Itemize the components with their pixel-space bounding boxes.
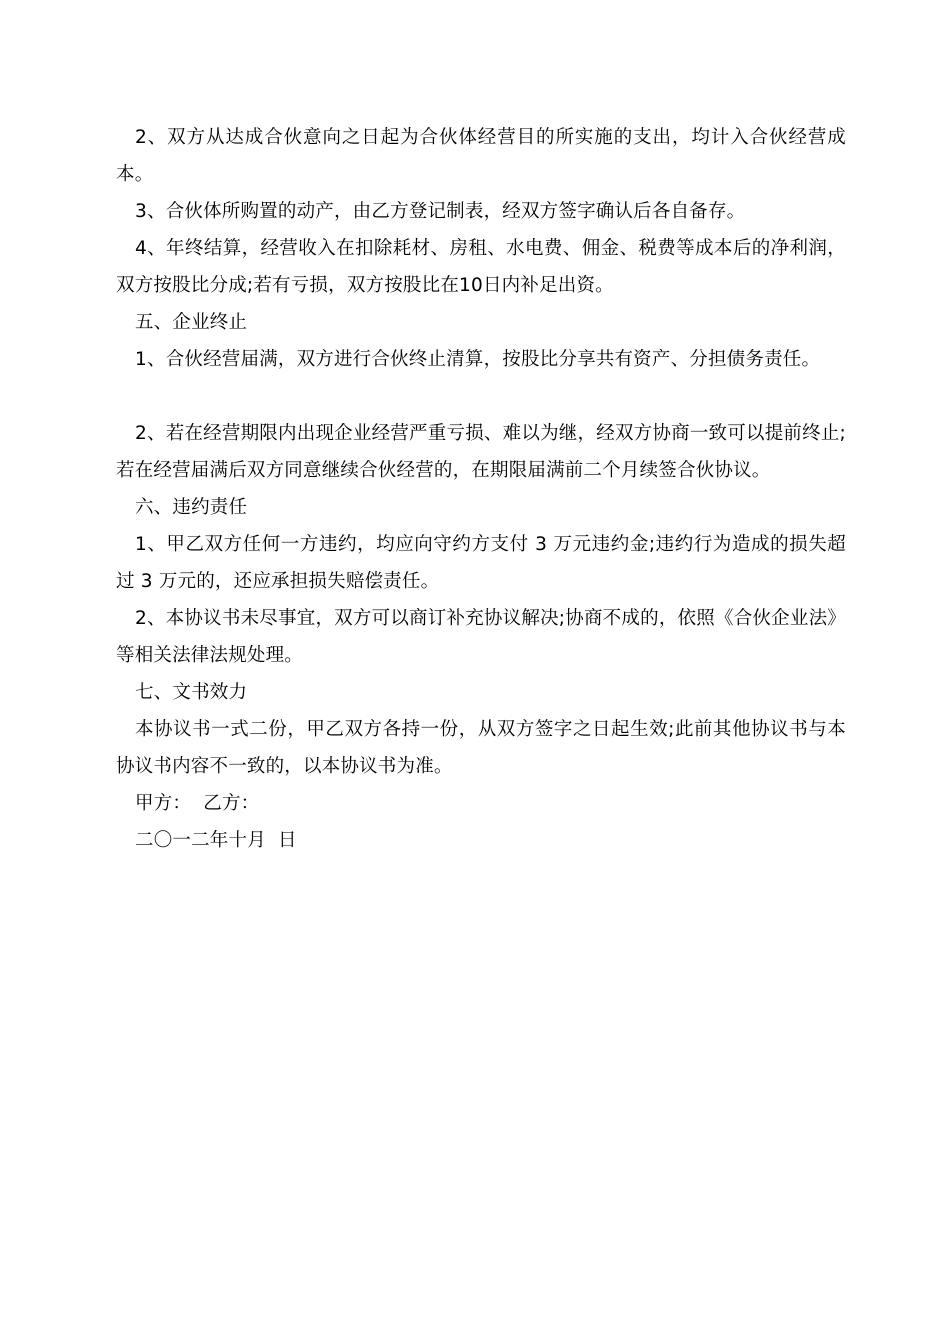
termination-clause-2: 2、若在经营期限内出现企业经营严重亏损、难以为继，经双方协商一致可以提前终止;若在经营届满后双方同意继续合伙经营的，在期限届满前二个月续签合伙协议。 [116, 423, 846, 481]
liability-clause-2: 2、本协议书未尽事宜，双方可以商订补充协议解决;协商不成的，依照《合伙企业法》等相关法律法规处理。 [116, 608, 846, 666]
termination-clause-1: 1、合伙经营届满，双方进行合伙终止清算，按股比分享共有资产、分担债务责任。 [135, 349, 821, 370]
section-heading-termination: 五、企业终止 [135, 312, 248, 333]
section-heading-validity: 七、文书效力 [135, 682, 248, 703]
liability-clause-1: 1、甲乙双方任何一方违约，均应向守约方支付 3 万元违约金;违约行为造成的损失超过 3 万元的，还应承担损失赔偿责任。 [116, 534, 846, 592]
validity-clause: 本协议书一式二份，甲乙双方各持一份，从双方签字之日起生效;此前其他协议书与本协议书内容不一致的，以本协议书为准。 [116, 719, 846, 777]
clause-2-expenses: 2、双方从达成合伙意向之日起为合伙体经营目的所实施的支出，均计入合伙经营成本。 [116, 127, 846, 185]
blank-line [116, 378, 846, 415]
clause-3-movable-property: 3、合伙体所购置的动产，由乙方登记制表，经双方签字确认后各自备存。 [135, 201, 746, 222]
clause-4-annual-settlement: 4、年终结算，经营收入在扣除耗材、房租、水电费、佣金、税费等成本后的净利润，双方按股比分成;若有亏损，双方按股比在10日内补足出资。 [116, 238, 846, 296]
section-heading-liability: 六、违约责任 [135, 497, 248, 518]
signature-date: 二〇一二年十月 日 [135, 830, 297, 851]
document-page [116, 119, 846, 859]
signature-parties: 甲方： 乙方： [135, 793, 260, 814]
